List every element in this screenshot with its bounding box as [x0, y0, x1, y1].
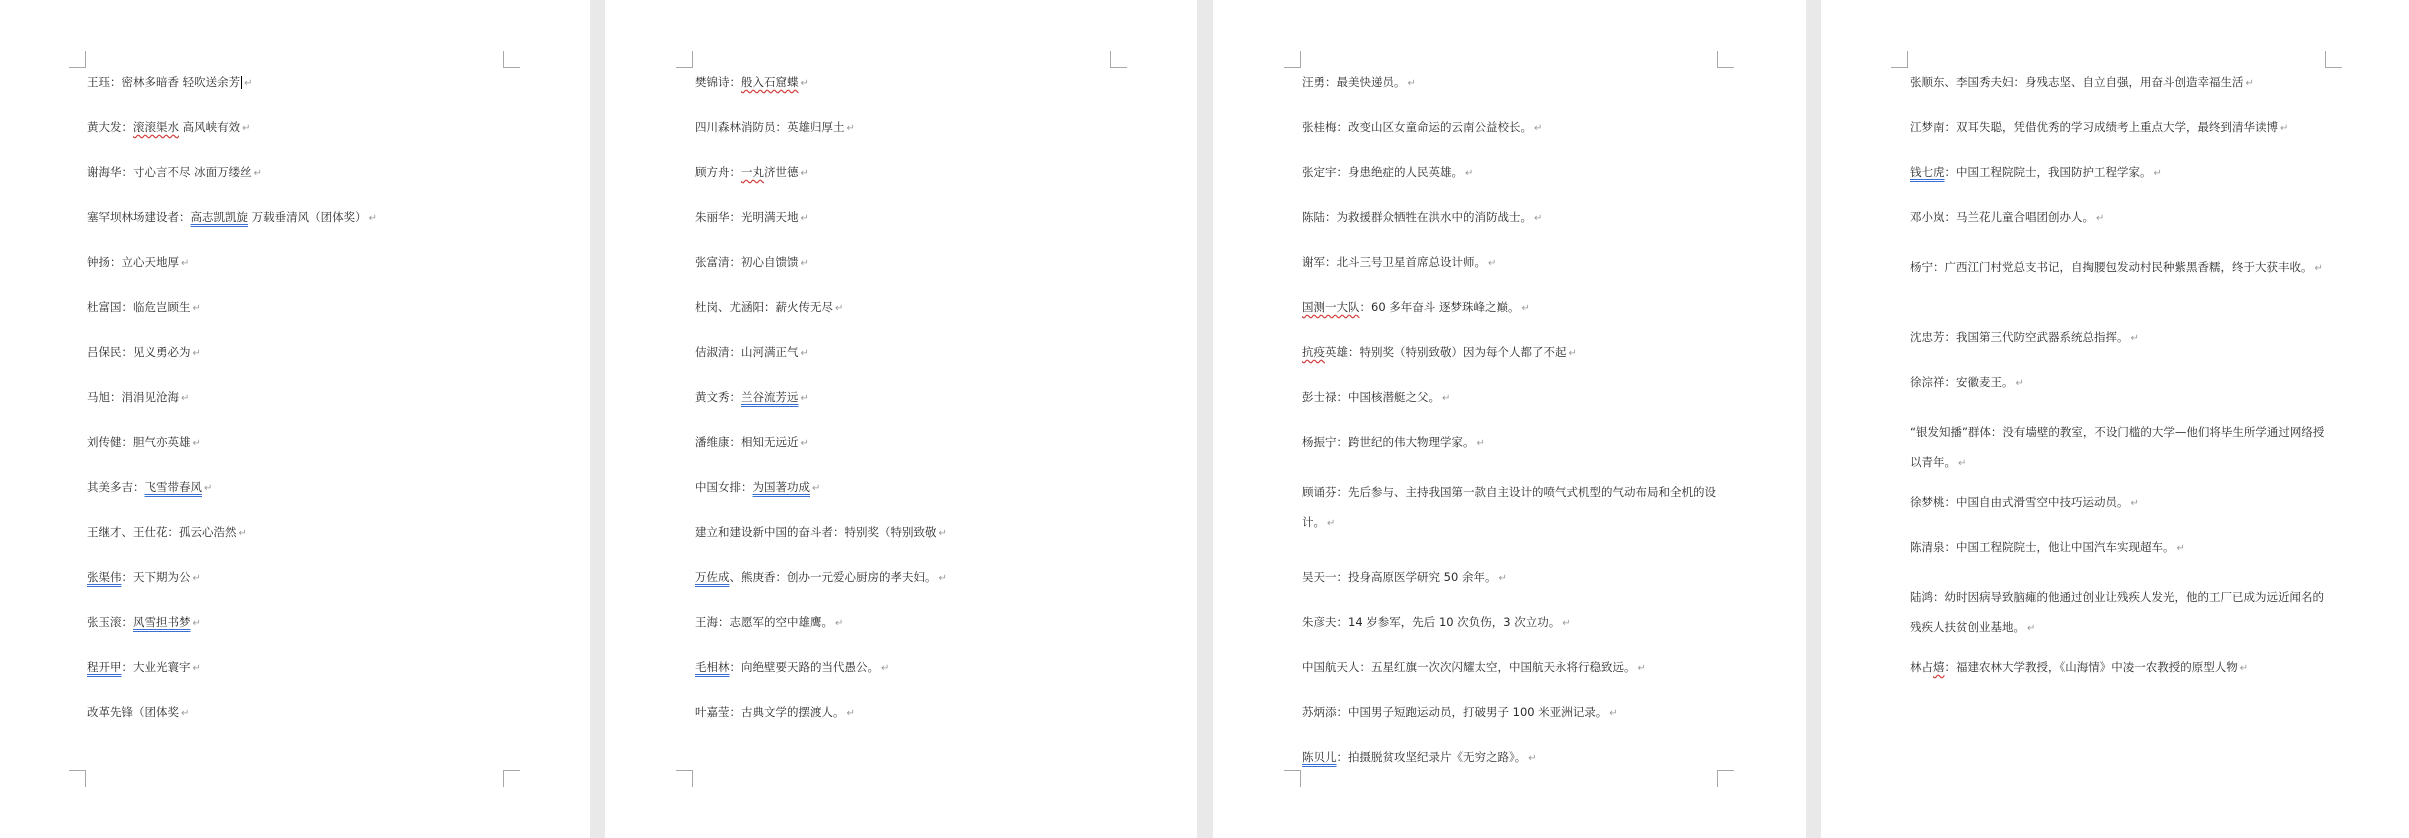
grammar-flagged-text: 风雪担书梦 — [133, 615, 191, 629]
line-prefix-text: 徐梦桃： — [1910, 495, 1956, 509]
line-prefix-text: 改革先锋（团体奖 — [87, 705, 179, 719]
paragraph-mark-icon: ↵ — [800, 258, 809, 269]
paragraph-mark-icon: ↵ — [812, 483, 821, 494]
line-suffix-text: 英雄：特别奖（特别致敬）因为每个人都了不起 — [1325, 345, 1567, 359]
paragraph-line[interactable] — [1910, 117, 2288, 139]
crop-mark-top-right — [2325, 51, 2342, 68]
spelling-flagged-text: 熺 — [1933, 660, 1945, 674]
paragraph-line[interactable] — [1910, 162, 2162, 184]
line-suffix-text: 最美快递员。 — [1336, 75, 1406, 89]
spelling-flagged-text: 滚滚渠水 — [133, 120, 179, 134]
paragraph-mark-icon: ↵ — [181, 258, 190, 269]
line-suffix-text: 特别奖（特别致敬 — [844, 525, 937, 539]
paragraph-line[interactable] — [695, 702, 855, 724]
paragraph-mark-icon: ↵ — [1958, 458, 1967, 469]
paragraph-mark-icon: ↵ — [181, 393, 190, 404]
paragraph-mark-icon: ↵ — [938, 528, 947, 539]
paragraph-mark-icon: ↵ — [2245, 78, 2254, 89]
paragraph-line[interactable] — [87, 342, 201, 364]
paragraph-mark-icon: ↵ — [1637, 663, 1646, 674]
paragraph-line[interactable] — [1910, 207, 2104, 229]
line-suffix-text: ：福建农林大学教授，《山海情》中凌一农教授的原型人物 — [1944, 660, 2238, 674]
paragraph-mark-icon: ↵ — [881, 663, 890, 674]
paragraph-mark-icon: ↵ — [192, 618, 201, 629]
spelling-flagged-text: 国测一大队 — [1302, 300, 1360, 314]
paragraph-line[interactable] — [87, 477, 212, 499]
paragraph-mark-icon: ↵ — [244, 78, 253, 89]
crop-mark-top-right — [1717, 51, 1734, 68]
paragraph-line[interactable] — [695, 162, 809, 184]
crop-mark-bottom-left — [676, 770, 693, 787]
line-suffix-text: 没有墙壁的教室，不设门槛的大学—他们将毕生所学通过网络授以青年。 — [1910, 425, 2325, 469]
paragraph-line[interactable] — [1302, 702, 1618, 724]
paragraph-line[interactable] — [87, 162, 262, 184]
paragraph-line[interactable] — [1910, 417, 2328, 479]
paragraph-mark-icon: ↵ — [368, 213, 378, 224]
paragraph-mark-icon: ↵ — [204, 483, 213, 494]
paragraph-line[interactable] — [87, 117, 251, 139]
grammar-flagged-text: 程开甲 — [87, 660, 122, 674]
paragraph-line[interactable] — [87, 702, 189, 724]
line-suffix-text: 14 岁参军，先后 10 次负伤，3 次立功。 — [1348, 615, 1561, 629]
line-prefix-text: 杜富国： — [87, 300, 133, 314]
paragraph-line[interactable] — [87, 297, 201, 319]
paragraph-line[interactable] — [695, 207, 809, 229]
paragraph-line[interactable] — [695, 72, 809, 94]
line-prefix-text: 张桂梅： — [1302, 120, 1348, 134]
line-prefix-text: 叶嘉莹： — [695, 705, 741, 719]
line-suffix-text: 、熊庚香：创办一元爱心厨房的孝夫妇。 — [729, 570, 937, 584]
line-prefix-text: 苏炳添： — [1302, 705, 1348, 719]
text-cursor — [241, 76, 242, 89]
grammar-flagged-text: 飞雪带春风 — [144, 480, 202, 494]
paragraph-mark-icon: ↵ — [2314, 263, 2323, 274]
line-suffix-text: ：中国工程院院士，我国防护工程学家。 — [1944, 165, 2152, 179]
line-suffix-text: 临危岂顾生 — [133, 300, 191, 314]
line-prefix-text: 沈忠芳： — [1910, 330, 1956, 344]
paragraph-mark-icon: ↵ — [1476, 438, 1485, 449]
paragraph-mark-icon: ↵ — [192, 438, 201, 449]
line-prefix-text: 黄文秀： — [695, 390, 741, 404]
paragraph-mark-icon: ↵ — [238, 528, 247, 539]
line-suffix-text: 五星红旗一次次闪耀太空，中国航天永将行稳致远。 — [1371, 660, 1636, 674]
line-suffix-text: 英雄归厚土 — [787, 120, 845, 134]
line-suffix-text: 安徽麦王。 — [1956, 375, 2014, 389]
paragraph-line[interactable] — [87, 567, 201, 589]
paragraph-mark-icon: ↵ — [1534, 213, 1543, 224]
line-suffix-text: 中国自由式滑雪空中技巧运动员。 — [1956, 495, 2129, 509]
line-prefix-text: 王海： — [695, 615, 730, 629]
paragraph-mark-icon: ↵ — [1521, 303, 1530, 314]
paragraph-mark-icon: ↵ — [1442, 393, 1451, 404]
paragraph-mark-icon: ↵ — [800, 348, 809, 359]
paragraph-mark-icon: ↵ — [192, 303, 201, 314]
paragraph-line[interactable] — [695, 297, 843, 319]
line-prefix-text: 江梦南： — [1910, 120, 1956, 134]
line-suffix-text: ：向绝壁要天路的当代愚公。 — [729, 660, 879, 674]
paragraph-mark-icon: ↵ — [1327, 518, 1336, 529]
line-prefix-text: 建立和建设新中国的奋斗者： — [695, 525, 845, 539]
line-prefix-text: 张玉滚： — [87, 615, 133, 629]
line-suffix-text: 济世德 — [764, 165, 799, 179]
line-prefix-text: 陆鸿： — [1910, 590, 1945, 604]
grammar-flagged-text: 张渠伟 — [87, 570, 122, 584]
paragraph-line[interactable] — [695, 612, 843, 634]
paragraph-mark-icon: ↵ — [800, 213, 809, 224]
crop-mark-top-left — [676, 51, 693, 68]
line-suffix-text: ：天下期为公 — [121, 570, 191, 584]
crop-mark-bottom-right — [503, 770, 520, 787]
grammar-flagged-text: 为国著功成 — [752, 480, 810, 494]
paragraph-mark-icon: ↵ — [2130, 498, 2139, 509]
spelling-flagged-text: 一丸 — [741, 165, 764, 179]
paragraph-line[interactable] — [1302, 612, 1571, 634]
paragraph-mark-icon: ↵ — [846, 123, 855, 134]
line-suffix-text: 山河满正气 — [741, 345, 799, 359]
line-suffix-text: 见义勇必为 — [133, 345, 191, 359]
paragraph-mark-icon: ↵ — [192, 663, 201, 674]
paragraph-line[interactable] — [695, 387, 809, 409]
line-prefix-text: 张顺东、李国秀夫妇： — [1910, 75, 2025, 89]
line-suffix-text: 投身高原医学研究 50 余年。 — [1348, 570, 1497, 584]
paragraph-mark-icon: ↵ — [2015, 378, 2024, 389]
paragraph-mark-icon: ↵ — [835, 303, 844, 314]
paragraph-mark-icon: ↵ — [835, 618, 844, 629]
document-page-2[interactable] — [605, 0, 1197, 838]
paragraph-line[interactable] — [695, 657, 889, 679]
crop-mark-top-right — [503, 51, 520, 68]
line-suffix-text: 改变山区女童命运的云南公益校长。 — [1348, 120, 1532, 134]
spelling-flagged-text: 抗疫 — [1302, 345, 1325, 359]
line-prefix-text: 朱彦夫： — [1302, 615, 1348, 629]
line-suffix-text: 胆气亦英雄 — [133, 435, 191, 449]
paragraph-line[interactable] — [87, 207, 377, 229]
paragraph-mark-icon: ↵ — [2280, 123, 2289, 134]
paragraph-line[interactable] — [1910, 372, 2024, 394]
line-prefix-text: 顾诵芬： — [1302, 485, 1348, 499]
line-prefix-text: 徐淙祥： — [1910, 375, 1956, 389]
line-prefix-text: 杜岗、尤涵阳： — [695, 300, 776, 314]
line-suffix-text: 相知无远近 — [741, 435, 799, 449]
line-prefix-text: 张富清： — [695, 255, 741, 269]
line-prefix-text: 马旭： — [87, 390, 122, 404]
line-suffix-text: 古典文学的摆渡人。 — [741, 705, 845, 719]
paragraph-line[interactable] — [1302, 162, 1473, 184]
line-suffix-text: 中国核潜艇之父。 — [1348, 390, 1440, 404]
paragraph-line[interactable] — [1302, 387, 1450, 409]
paragraph-mark-icon: ↵ — [800, 78, 809, 89]
paragraph-line[interactable] — [1302, 567, 1507, 589]
grammar-flagged-text: 毛相林 — [695, 660, 730, 674]
line-prefix-text: 汪勇： — [1302, 75, 1337, 89]
paragraph-line[interactable] — [1302, 72, 1416, 94]
line-suffix-text: 涓涓见沧海 — [121, 390, 179, 404]
grammar-flagged-text: 兰谷流芳远 — [741, 390, 799, 404]
grammar-flagged-text: 钱七虎 — [1910, 165, 1945, 179]
paragraph-line[interactable] — [695, 252, 809, 274]
line-suffix-text: 马兰花儿童合唱团创办人。 — [1956, 210, 2094, 224]
paragraph-line[interactable] — [1910, 657, 2248, 679]
paragraph-mark-icon: ↵ — [1498, 573, 1507, 584]
paragraph-line[interactable] — [1302, 747, 1537, 769]
paragraph-mark-icon: ↵ — [192, 348, 201, 359]
paragraph-mark-icon: ↵ — [1407, 78, 1416, 89]
paragraph-mark-icon: ↵ — [800, 393, 809, 404]
paragraph-line[interactable] — [87, 387, 189, 409]
line-prefix-text: 塞罕坝林场建设者： — [87, 210, 191, 224]
paragraph-mark-icon: ↵ — [800, 438, 809, 449]
line-suffix-text: 先后参与、主持我国第一款自主设计的喷气式机型的气动布局和全机的设计。 — [1302, 485, 1716, 529]
line-prefix-text: 陈清泉： — [1910, 540, 1956, 554]
line-suffix-text: 双耳失聪，凭借优秀的学习成绩考上重点大学，最终到清华读博 — [1956, 120, 2278, 134]
line-prefix-text: 其美多吉： — [87, 480, 145, 494]
line-suffix-text: ：大业光寰宇 — [121, 660, 191, 674]
paragraph-line[interactable] — [87, 252, 189, 274]
line-prefix-text: 彭士禄： — [1302, 390, 1348, 404]
paragraph-mark-icon: ↵ — [1562, 618, 1571, 629]
line-prefix-text: 钟扬： — [87, 255, 122, 269]
line-suffix-text: 密林多暗香 轻吹送余芳 — [121, 75, 241, 89]
line-suffix-text: 为救援群众牺牲在洪水中的消防战士。 — [1336, 210, 1532, 224]
crop-mark-top-left — [1284, 51, 1301, 68]
line-prefix-text: 黄大发： — [87, 120, 133, 134]
line-prefix-text: 邓小岚： — [1910, 210, 1956, 224]
paragraph-mark-icon: ↵ — [1609, 708, 1618, 719]
document-page-4[interactable] — [1821, 0, 2409, 838]
paragraph-mark-icon: ↵ — [2130, 333, 2139, 344]
paragraph-mark-icon: ↵ — [1488, 258, 1497, 269]
line-prefix-text: 中国女排： — [695, 480, 753, 494]
paragraph-mark-icon: ↵ — [242, 123, 251, 134]
paragraph-line[interactable] — [695, 477, 820, 499]
line-prefix-text: 刘传健： — [87, 435, 133, 449]
line-suffix-text: 身患绝症的人民英雄。 — [1348, 165, 1463, 179]
crop-mark-bottom-right — [1717, 770, 1734, 787]
paragraph-mark-icon: ↵ — [800, 168, 809, 179]
line-prefix-text: 张定宇： — [1302, 165, 1348, 179]
paragraph-line[interactable] — [87, 72, 253, 94]
line-suffix-text: 光明满天地 — [741, 210, 799, 224]
paragraph-line[interactable] — [1302, 342, 1577, 364]
paragraph-mark-icon: ↵ — [2239, 663, 2249, 674]
line-suffix-text: 孤云心浩然 — [179, 525, 237, 539]
line-prefix-text: 吴天一： — [1302, 570, 1348, 584]
paragraph-line[interactable] — [695, 567, 947, 589]
paragraph-line[interactable] — [1910, 72, 2254, 94]
line-prefix-text: 王继才、王仕花： — [87, 525, 179, 539]
line-prefix-text: 佶淑清： — [695, 345, 741, 359]
paragraph-mark-icon: ↵ — [1528, 753, 1537, 764]
line-suffix-text: 薪火传无尽 — [775, 300, 833, 314]
grammar-flagged-text: 陈贝儿 — [1302, 750, 1337, 764]
line-suffix-text: 跨世纪的伟大物理学家。 — [1348, 435, 1475, 449]
paragraph-mark-icon: ↵ — [1568, 348, 1577, 359]
paragraph-line[interactable] — [1302, 432, 1485, 454]
line-prefix-text: 樊锦诗： — [695, 75, 741, 89]
crop-mark-top-left — [1891, 51, 1908, 68]
paragraph-mark-icon: ↵ — [2096, 213, 2105, 224]
paragraph-line[interactable] — [1302, 477, 1722, 539]
paragraph-mark-icon: ↵ — [2176, 543, 2185, 554]
line-suffix-text: 广西江门村党总支书记，自掏腰包发动村民种紫黑香糯，终于大获丰收。 — [1944, 260, 2313, 274]
document-page-1[interactable] — [0, 0, 590, 838]
line-prefix-text: 杨宁： — [1910, 260, 1945, 274]
line-suffix-text: ：拍摄脱贫攻坚纪录片《无穷之路》。 — [1336, 750, 1527, 764]
document-page-3[interactable] — [1213, 0, 1806, 838]
line-prefix-text: 中国航天人： — [1302, 660, 1371, 674]
line-suffix-text: 高风峡有效 — [179, 120, 241, 134]
crop-mark-bottom-left — [69, 770, 86, 787]
line-suffix-text: 中国工程院院士，他让中国汽车实现超车。 — [1956, 540, 2175, 554]
crop-mark-top-right — [1110, 51, 1127, 68]
paragraph-mark-icon: ↵ — [2027, 623, 2036, 634]
paragraph-line[interactable] — [695, 522, 947, 544]
paragraph-mark-icon: ↵ — [192, 573, 201, 584]
line-suffix-text: 万载垂清风（团体奖） — [248, 210, 367, 224]
line-prefix-text: 吕保民： — [87, 345, 133, 359]
line-prefix-text: 朱丽华： — [695, 210, 741, 224]
paragraph-line[interactable] — [695, 117, 855, 139]
line-prefix-text: 陈陆： — [1302, 210, 1337, 224]
paragraph-line[interactable] — [1302, 252, 1496, 274]
line-prefix-text: “银发知播”群体： — [1910, 425, 2003, 439]
line-prefix-text: 潘维康： — [695, 435, 741, 449]
crop-mark-bottom-left — [1284, 770, 1301, 787]
paragraph-mark-icon: ↵ — [181, 708, 190, 719]
grammar-flagged-text: 高志凯凯旋 — [190, 210, 248, 224]
paragraph-line[interactable] — [695, 432, 809, 454]
line-prefix-text: 王珏： — [87, 75, 122, 89]
line-suffix-text: 志愿军的空中雄鹰。 — [729, 615, 833, 629]
line-suffix-text: 身残志坚、自立自强，用奋斗创造幸福生活 — [2025, 75, 2244, 89]
paragraph-line[interactable] — [1302, 117, 1542, 139]
paragraph-line[interactable] — [1302, 207, 1542, 229]
line-prefix-text: 谢海华： — [87, 165, 133, 179]
paragraph-line[interactable] — [1302, 297, 1530, 319]
line-suffix-text: 立心天地厚 — [121, 255, 179, 269]
paragraph-line[interactable] — [1910, 327, 2139, 349]
line-suffix-text: 幼时因病导致脑瘫的他通过创业让残疾人发光，他的工厂已成为远近闻名的残疾人扶贫创业基地。 — [1910, 590, 2324, 634]
line-prefix-text: 四川森林消防员： — [695, 120, 787, 134]
line-suffix-text: 中国男子短跑运动员，打破男子 100 米亚洲记录。 — [1348, 705, 1608, 719]
crop-mark-top-left — [69, 51, 86, 68]
line-suffix-text: ：60 多年奋斗 逐梦珠峰之巅。 — [1359, 300, 1520, 314]
paragraph-line[interactable] — [1910, 582, 2328, 644]
line-prefix-text: 林占 — [1910, 660, 1933, 674]
line-suffix-text: 寸心言不尽 冰面万缕丝 — [133, 165, 252, 179]
spelling-flagged-text: 般入石窟蝶 — [741, 75, 799, 89]
paragraph-line[interactable] — [87, 612, 201, 634]
line-prefix-text: 杨振宁： — [1302, 435, 1348, 449]
paragraph-mark-icon: ↵ — [846, 708, 855, 719]
paragraph-line[interactable] — [1910, 252, 2328, 284]
paragraph-mark-icon: ↵ — [2153, 168, 2162, 179]
paragraph-line[interactable] — [1910, 492, 2139, 514]
line-prefix-text: 谢军： — [1302, 255, 1337, 269]
paragraph-mark-icon: ↵ — [253, 168, 263, 179]
paragraph-mark-icon: ↵ — [1465, 168, 1474, 179]
paragraph-mark-icon: ↵ — [938, 573, 947, 584]
paragraph-line[interactable] — [87, 432, 201, 454]
line-suffix-text: 北斗三号卫星首席总设计师。 — [1336, 255, 1486, 269]
line-suffix-text: 初心自馈馈 — [741, 255, 799, 269]
paragraph-line[interactable] — [1302, 657, 1646, 679]
paragraph-line[interactable] — [87, 522, 247, 544]
paragraph-line[interactable] — [87, 657, 201, 679]
paragraph-line[interactable] — [695, 342, 809, 364]
grammar-flagged-text: 万佐成 — [695, 570, 730, 584]
line-suffix-text: 我国第三代防空武器系统总指挥。 — [1956, 330, 2129, 344]
paragraph-line[interactable] — [1910, 537, 2185, 559]
line-prefix-text: 顾方舟： — [695, 165, 741, 179]
paragraph-mark-icon: ↵ — [1534, 123, 1543, 134]
